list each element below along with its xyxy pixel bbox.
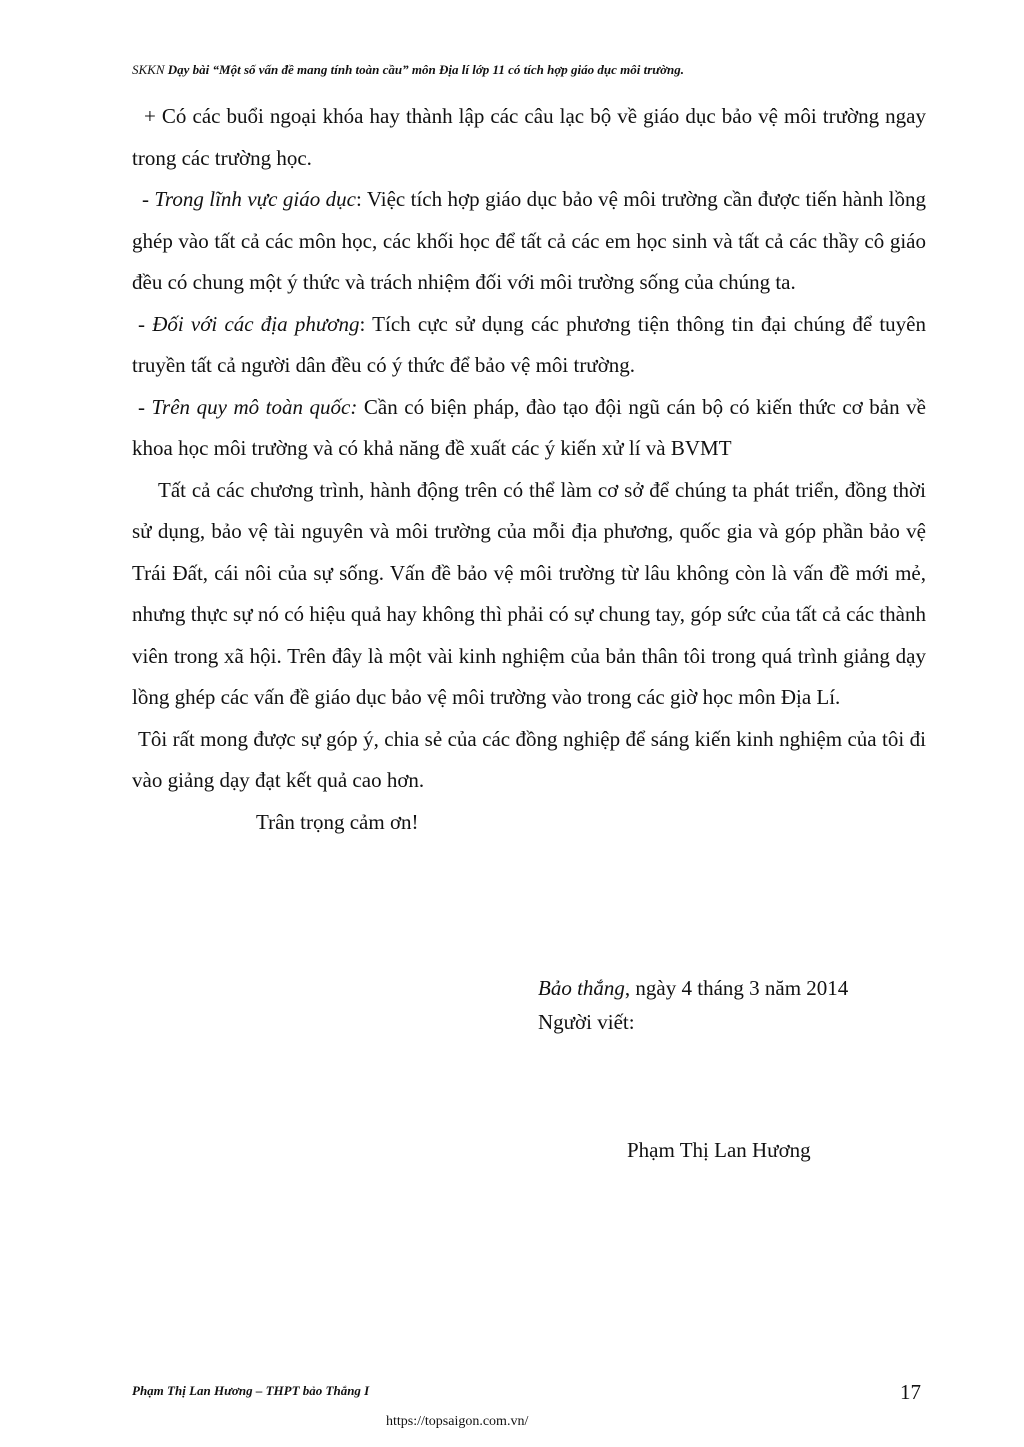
document-body	[132, 96, 926, 843]
paragraph-locality	[132, 304, 926, 387]
education-text: : Việc tích hợp giáo dục bảo vệ môi trường cần được tiến hành lồng ghép vào tất cả các môn học, các khối học để tất cả các em học sinh và tất cả các thầy cô giáo đều có chung một ý thức và trách nhiệm đối với môi trường sống của chúng ta.	[132, 187, 926, 294]
national-text: Cần có biện pháp, đào tạo đội ngũ cán bộ có kiến thức cơ bản về khoa học môi trường và có khả năng đề xuất các ý kiến xử lí và BVMT	[132, 394, 926, 460]
thanks-line: Trân trọng cảm ơn!	[256, 809, 419, 834]
header-title: Dạy bài “Một số vấn đề mang tính toàn cầu” môn Địa lí lớp 11 có tích hợp giáo dục môi trường.	[167, 62, 685, 77]
signature-date	[538, 968, 848, 1010]
author-name: Phạm Thị Lan Hương	[627, 1138, 811, 1162]
paragraph-extracurricular: + Có các buổi ngoại khóa hay thành lập các câu lạc bộ về giáo dục bảo vệ môi trường ngay trong các trường học.	[132, 104, 926, 170]
locality-text: : Tích cực sử dụng các phương tiện thông tin đại chúng để tuyên truyền tất cả người dân đều có ý thức để bảo vệ môi trường.	[132, 311, 926, 377]
paragraph-national	[132, 387, 926, 470]
signature-date-text: , ngày 4 tháng 3 năm 2014	[624, 976, 849, 1000]
source-url: https://topsaigon.com.vn/	[386, 1414, 529, 1429]
page-number: 17	[900, 1380, 921, 1404]
author-label: Người viết:	[538, 1010, 635, 1034]
paragraph-education	[132, 179, 926, 304]
education-label: - Trong lĩnh vực giáo dục	[142, 187, 356, 211]
signature-place: Bảo thắng	[538, 976, 625, 1000]
paragraph-request: Tôi rất mong được sự góp ý, chia sẻ của các đồng nghiệp để sáng kiến kinh nghiệm của tôi đi vào giảng dạy đạt kết quả cao hơn.	[132, 726, 926, 792]
locality-label: - Đối với các địa phương	[138, 311, 360, 336]
page-header	[132, 62, 684, 78]
header-prefix: SKKN	[132, 62, 168, 77]
national-label: - Trên quy mô toàn quốc:	[138, 394, 358, 419]
paragraph-conclusion: Tất cả các chương trình, hành động trên có thể làm cơ sở để chúng ta phát triển, đồng thời sử dụng, bảo vệ tài nguyên và môi trường của mỗi địa phương, quốc gia và góp phần bảo vệ Trái Đất, cái nôi của sự sống. Vấn đề bảo vệ môi trường từ lâu không còn là vấn đề mới mẻ, nhưng thực sự nó có hiệu quả hay không thì phải có sự chung tay, góp sức của tất cả các thành viên trong xã hội. Trên đây là một vài kinh nghiệm của bản thân tôi trong quá trình giảng dạy lồng ghép các vấn đề giáo dục bảo vệ môi trường vào trong các giờ học môn Địa Lí.	[132, 477, 926, 709]
footer-author: Phạm Thị Lan Hương – THPT bảo Thắng I	[132, 1383, 370, 1398]
